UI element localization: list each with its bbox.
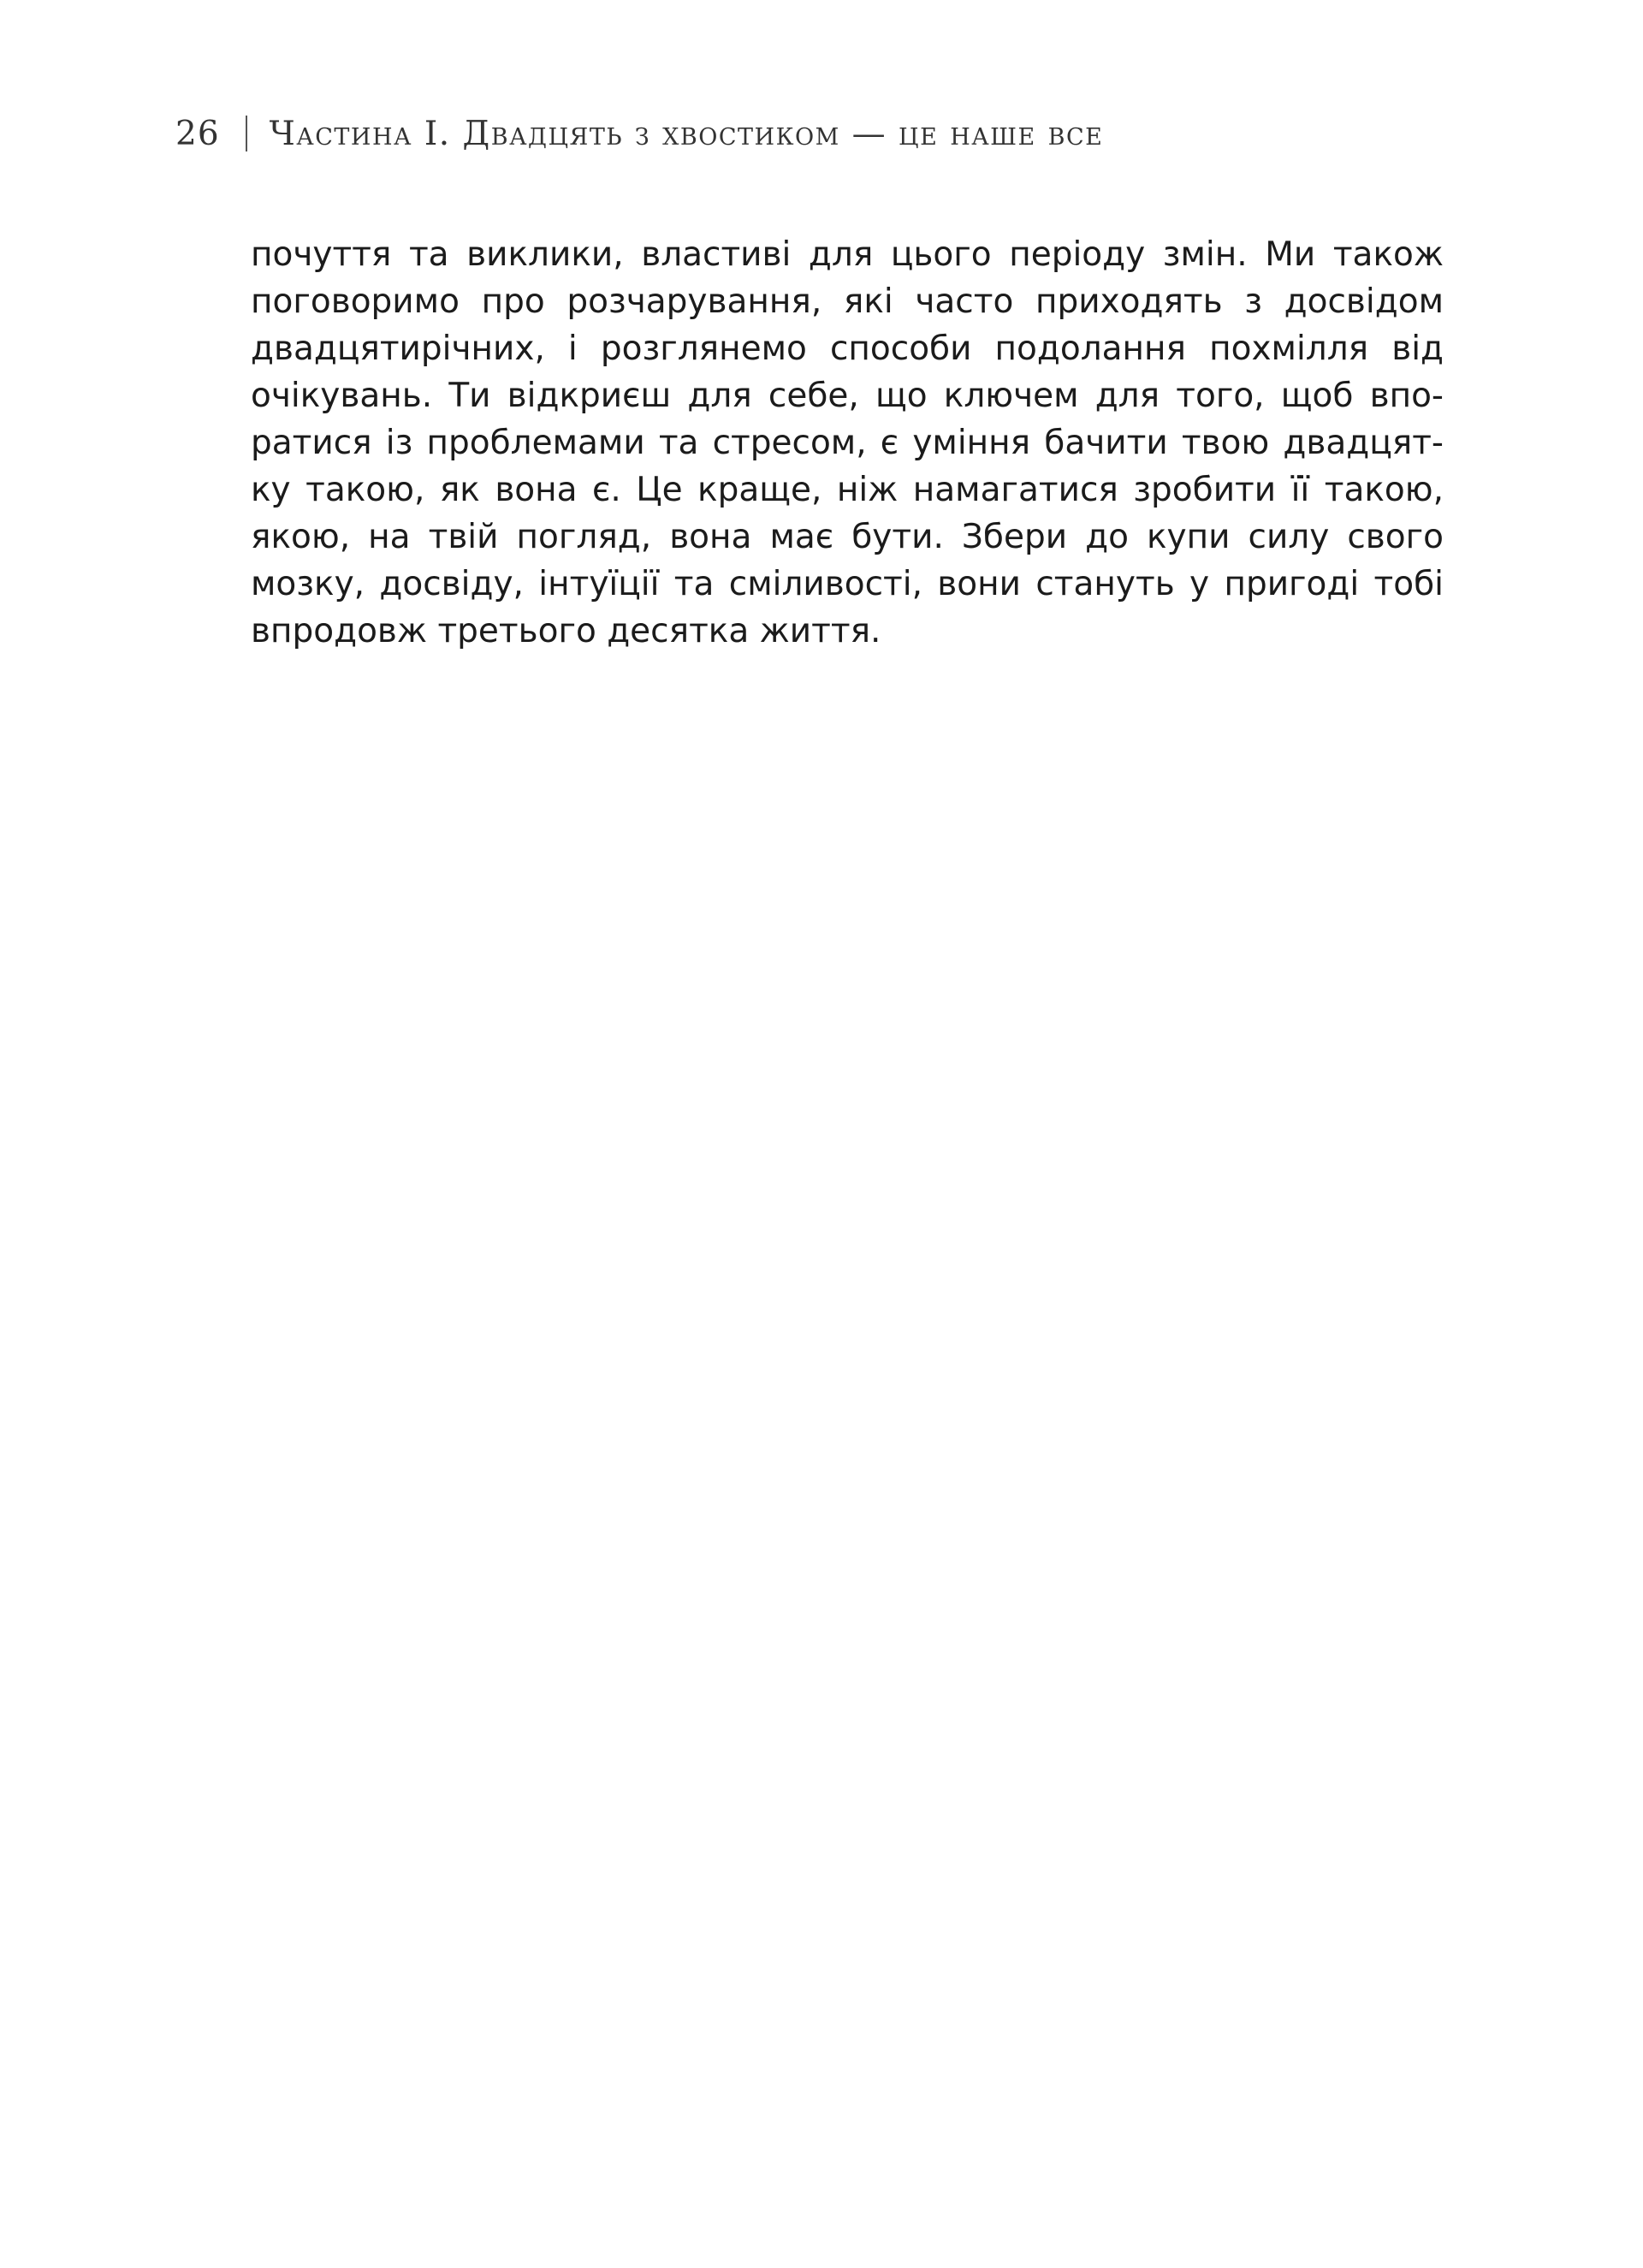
- running-header: [175, 108, 1103, 159]
- paragraph-line: ку такою, як вона є. Це краще, ніж намагатися зробити її такою,: [251, 471, 1444, 509]
- body-paragraph: [251, 231, 1444, 655]
- paragraph-line: очікувань. Ти відкриєш для себе, що ключем для того, щоб впо-: [251, 377, 1444, 415]
- paragraph-line: ратися із проблемами та стресом, є уміння бачити твою двадцят-: [251, 424, 1444, 462]
- paragraph-line: якою, на твій погляд, вона має бути. Збери до купи силу свого: [251, 518, 1444, 556]
- page-number: 26: [175, 114, 220, 153]
- header-divider: [246, 116, 247, 151]
- paragraph-line: мозку, досвіду, інтуїції та сміливості, вони стануть у пригоді тобі: [251, 565, 1444, 603]
- paragraph-line: поговоримо про розчарування, які часто приходять з досвідом: [251, 282, 1444, 321]
- paragraph-line: почуття та виклики, властиві для цього періоду змін. Ми також: [251, 235, 1444, 274]
- paragraph-line: впродовж третього десятка життя.: [251, 612, 881, 650]
- chapter-title: Частина I. Двадцять з хвостиком — це наше все: [269, 114, 1104, 153]
- paragraph-line: двадцятирічних, і розглянемо способи подолання похмілля від: [251, 330, 1444, 368]
